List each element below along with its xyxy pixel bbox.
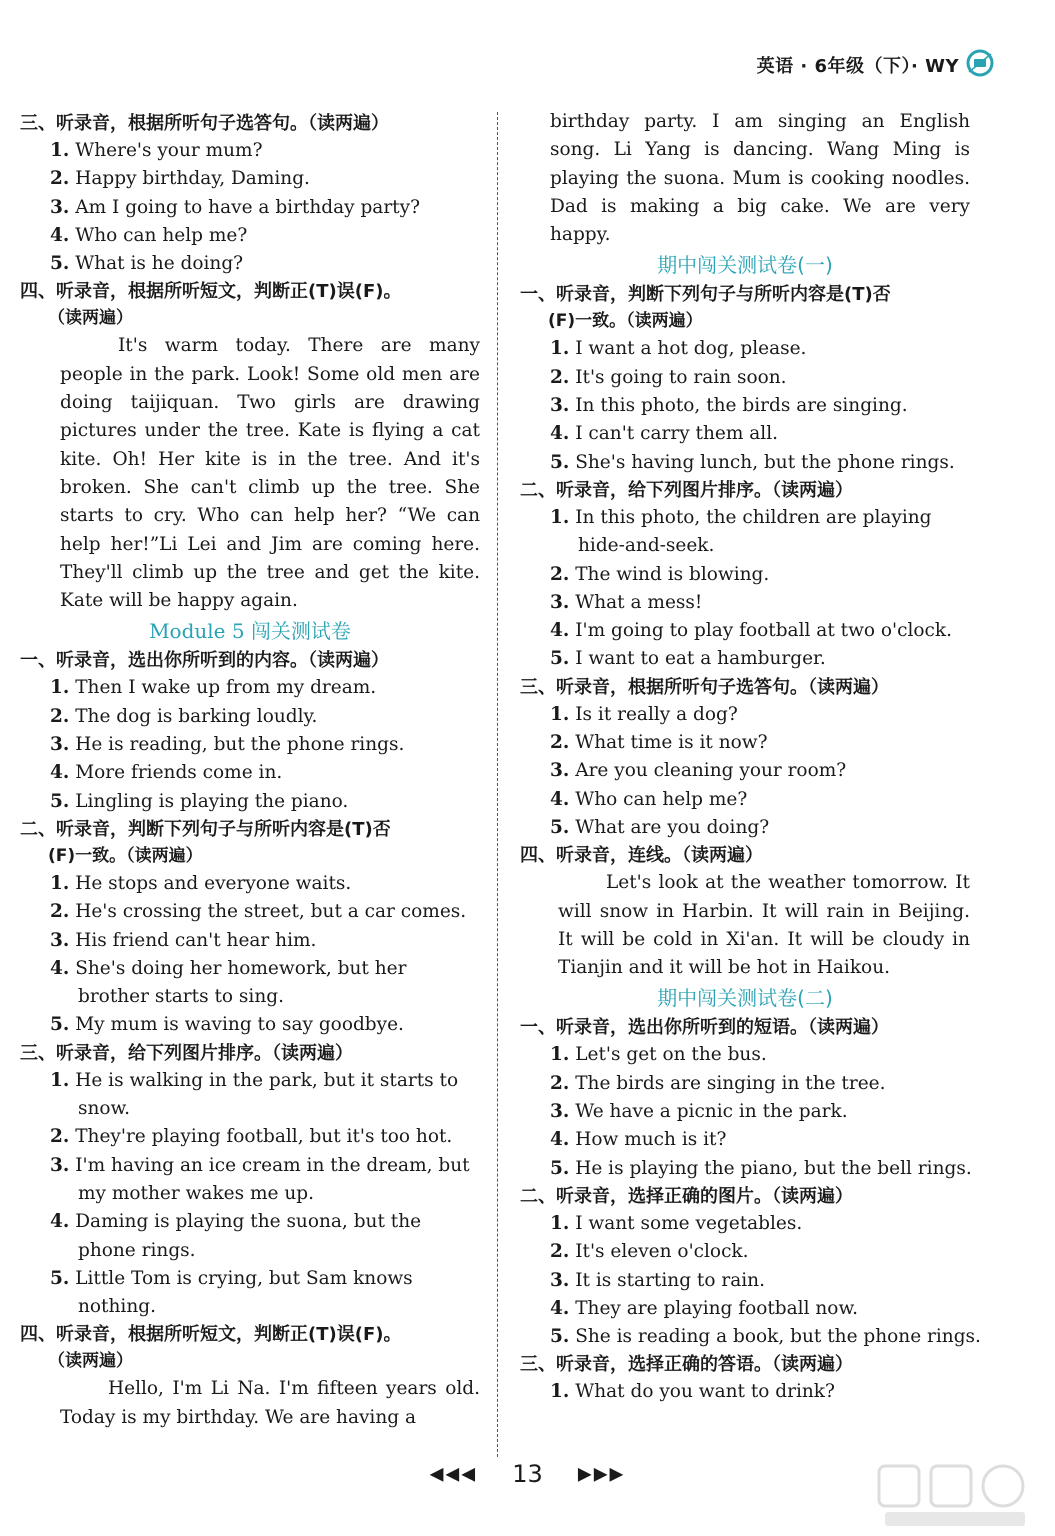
running-header: 英语 · 6年级（下）· WY — [756, 56, 959, 77]
list-item: 2. What time is it now? — [550, 732, 768, 754]
list-item: 4. Daming is playing the suona, but the phone rings. — [50, 1211, 422, 1261]
list-item: 1. I want a hot dog, please. — [550, 338, 807, 360]
list-item: 1. He stops and everyone waits. — [50, 872, 352, 894]
left-column — [20, 110, 480, 1432]
section-right-b1 — [520, 1014, 970, 1182]
section-heading: 四、听录音，连线。（读两遍） — [520, 845, 763, 867]
list-item: 1. Is it really a dog? — [550, 703, 738, 725]
list-item: 5. My mum is waving to say goodbye. — [50, 1014, 404, 1036]
right-column — [520, 108, 981, 1407]
list-item: 4. She's doing her homework, but her brother starts to sing. — [50, 957, 407, 1008]
section-heading: 一、听录音，选出你所听到的内容。（读两遍） — [20, 650, 389, 672]
passage-text: Hello, I'm Li Na. I'm fifteen years old. Today is my birthday. We are having a — [60, 1378, 480, 1428]
list-item: 3. His friend can't hear him. — [50, 929, 317, 951]
list-item: 2. It's going to rain soon. — [550, 366, 787, 388]
list-item: 1. Let's get on the bus. — [550, 1044, 767, 1066]
passage-text: It's warm today. There are many people in the park. Look! Some old men are doing taijiquan. Two girls are drawing pictures under the tree. Kate is flying a cat kite. Oh! Her kite is in the tree. And it's broken. She can't climb up the tree. She starts to cry. Who can help her? “We can help her!”Li Lei and Jim are coming here. They'll climb up the tree and get the kite. Kate will be happy again. — [60, 335, 480, 612]
section-heading: 三、听录音，根据所听句子选答句。（读两遍） — [520, 676, 889, 698]
section-left-m1 — [20, 647, 480, 815]
list-item: 3. In this photo, the birds are singing. — [550, 395, 908, 417]
list-item: 1. Where's your mum? — [50, 140, 263, 161]
section-subheading: (F)一致。（读两遍） — [548, 311, 703, 332]
section-heading: 一、听录音，选出你所听到的短语。（读两遍） — [520, 1017, 889, 1039]
list-item: 4. More friends come in. — [50, 762, 283, 784]
section-heading: 三、听录音，选择正确的答语。（读两遍） — [520, 1354, 853, 1376]
list-item: 3. What a mess! — [550, 591, 703, 613]
list-item: 1. In this photo, the children are playing hide-and-seek. — [550, 506, 932, 557]
list-item: 5. She is reading a book, but the phone rings. — [550, 1326, 981, 1348]
book-badge-icon — [965, 48, 995, 78]
passage-continuation: birthday party. I am singing an English song. Li Yang is dancing. Wang Ming is playing the suona. Mum is cooking noodles. Dad is making a big cake. We are very happy. — [550, 111, 970, 246]
section-right-a3 — [520, 674, 970, 842]
list-item: 2. Happy birthday, Daming. — [50, 168, 310, 190]
list-item: 4. Who can help me? — [50, 224, 248, 246]
list-item: 5. He is playing the piano, but the bell rings. — [550, 1157, 972, 1179]
list-item: 3. We have a picnic in the park. — [550, 1101, 848, 1123]
section-right-a2 — [520, 477, 970, 674]
list-item: 5. She's having lunch, but the phone rings. — [550, 451, 955, 473]
list-item: 4. I can't carry them all. — [550, 423, 778, 445]
list-item: 4. Who can help me? — [550, 788, 748, 810]
midterm-test-title-2: 期中闯关测试卷(二) — [657, 986, 833, 1011]
section-heading: 一、听录音，判断下列句子与所听内容是(T)否 — [520, 284, 891, 306]
module-title: Module 5 闯关测试卷 — [149, 619, 351, 644]
list-item: 1. What do you want to drink? — [550, 1381, 835, 1403]
list-item: 4. How much is it? — [550, 1129, 727, 1151]
section-heading: 四、听录音，根据所听短文，判断正(T)误(F)。 — [20, 281, 402, 303]
list-item: 2. He's crossing the street, but a car comes. — [50, 901, 467, 923]
list-item: 3. Am I going to have a birthday party? — [50, 196, 420, 218]
list-item: 2. The dog is barking loudly. — [50, 705, 318, 727]
list-item: 2. They're playing football, but it's too hot. — [50, 1126, 453, 1148]
list-item: 5. What is he doing? — [50, 253, 244, 275]
list-item: 3. It is starting to rain. — [550, 1269, 765, 1291]
section-subheading: （读两遍） — [48, 308, 133, 329]
section-heading: 二、听录音，选择正确的图片。（读两遍） — [520, 1185, 853, 1207]
list-item: 4. I'm going to play football at two o'clock. — [550, 620, 953, 642]
section-left-m4 — [20, 1321, 480, 1432]
section-left-m2 — [20, 816, 480, 1040]
list-item: 3. I'm having an ice cream in the dream, but my mother wakes me up. — [50, 1154, 470, 1204]
section-right-b3 — [520, 1351, 970, 1406]
section-subheading: (F)一致。（读两遍） — [48, 845, 203, 866]
section-right-b2 — [520, 1183, 981, 1351]
list-item: 2. The birds are singing in the tree. — [550, 1072, 886, 1094]
list-item: 2. It's eleven o'clock. — [550, 1241, 749, 1263]
list-item: 5. I want to eat a hamburger. — [550, 648, 826, 670]
midterm-test-title-1: 期中闯关测试卷(一) — [657, 253, 833, 278]
list-item: 1. I want some vegetables. — [550, 1212, 803, 1234]
watermark-logo-icon — [875, 1460, 1035, 1530]
section-heading: 四、听录音，根据所听短文，判断正(T)误(F)。 — [20, 1324, 402, 1346]
section-heading: 三、听录音，根据所听句子选答句。（读两遍） — [20, 113, 389, 134]
column-divider — [497, 112, 498, 1457]
list-item: 4. They are playing football now. — [550, 1297, 858, 1319]
passage-text: Let's look at the weather tomorrow. It will snow in Harbin. It will rain in Beijing. It will be cold in Xi'an. It will be cloudy in Tianjin and it will be hot in Haikou. — [558, 872, 970, 979]
list-item: 1. Then I wake up from my dream. — [50, 677, 377, 699]
next-page-arrows-icon: ▶▶▶ — [577, 1463, 626, 1485]
section-right-a1 — [520, 281, 970, 476]
list-item: 2. The wind is blowing. — [550, 563, 770, 585]
section-subheading: （读两遍） — [48, 1351, 133, 1372]
section-heading: 二、听录音，给下列图片排序。（读两遍） — [520, 479, 853, 501]
list-item: 5. Little Tom is crying, but Sam knows nothing. — [50, 1267, 413, 1318]
section-left-m3 — [20, 1040, 480, 1322]
section-heading: 三、听录音，给下列图片排序。（读两遍） — [20, 1042, 353, 1064]
list-item: 3. Are you cleaning your room? — [550, 760, 847, 782]
section-right-a4 — [520, 842, 970, 982]
section-heading: 二、听录音，判断下列句子与所听内容是(T)否 — [20, 818, 391, 840]
page-number: 13 — [512, 1460, 543, 1488]
prev-page-arrows-icon: ◀◀◀ — [429, 1463, 478, 1485]
section-left-s1 — [20, 110, 480, 278]
list-item: 3. He is reading, but the phone rings. — [50, 734, 405, 756]
section-left-s2 — [20, 278, 480, 615]
list-item: 5. Lingling is playing the piano. — [50, 790, 349, 812]
list-item: 5. What are you doing? — [550, 816, 770, 838]
list-item: 1. He is walking in the park, but it starts to snow. — [50, 1069, 459, 1120]
